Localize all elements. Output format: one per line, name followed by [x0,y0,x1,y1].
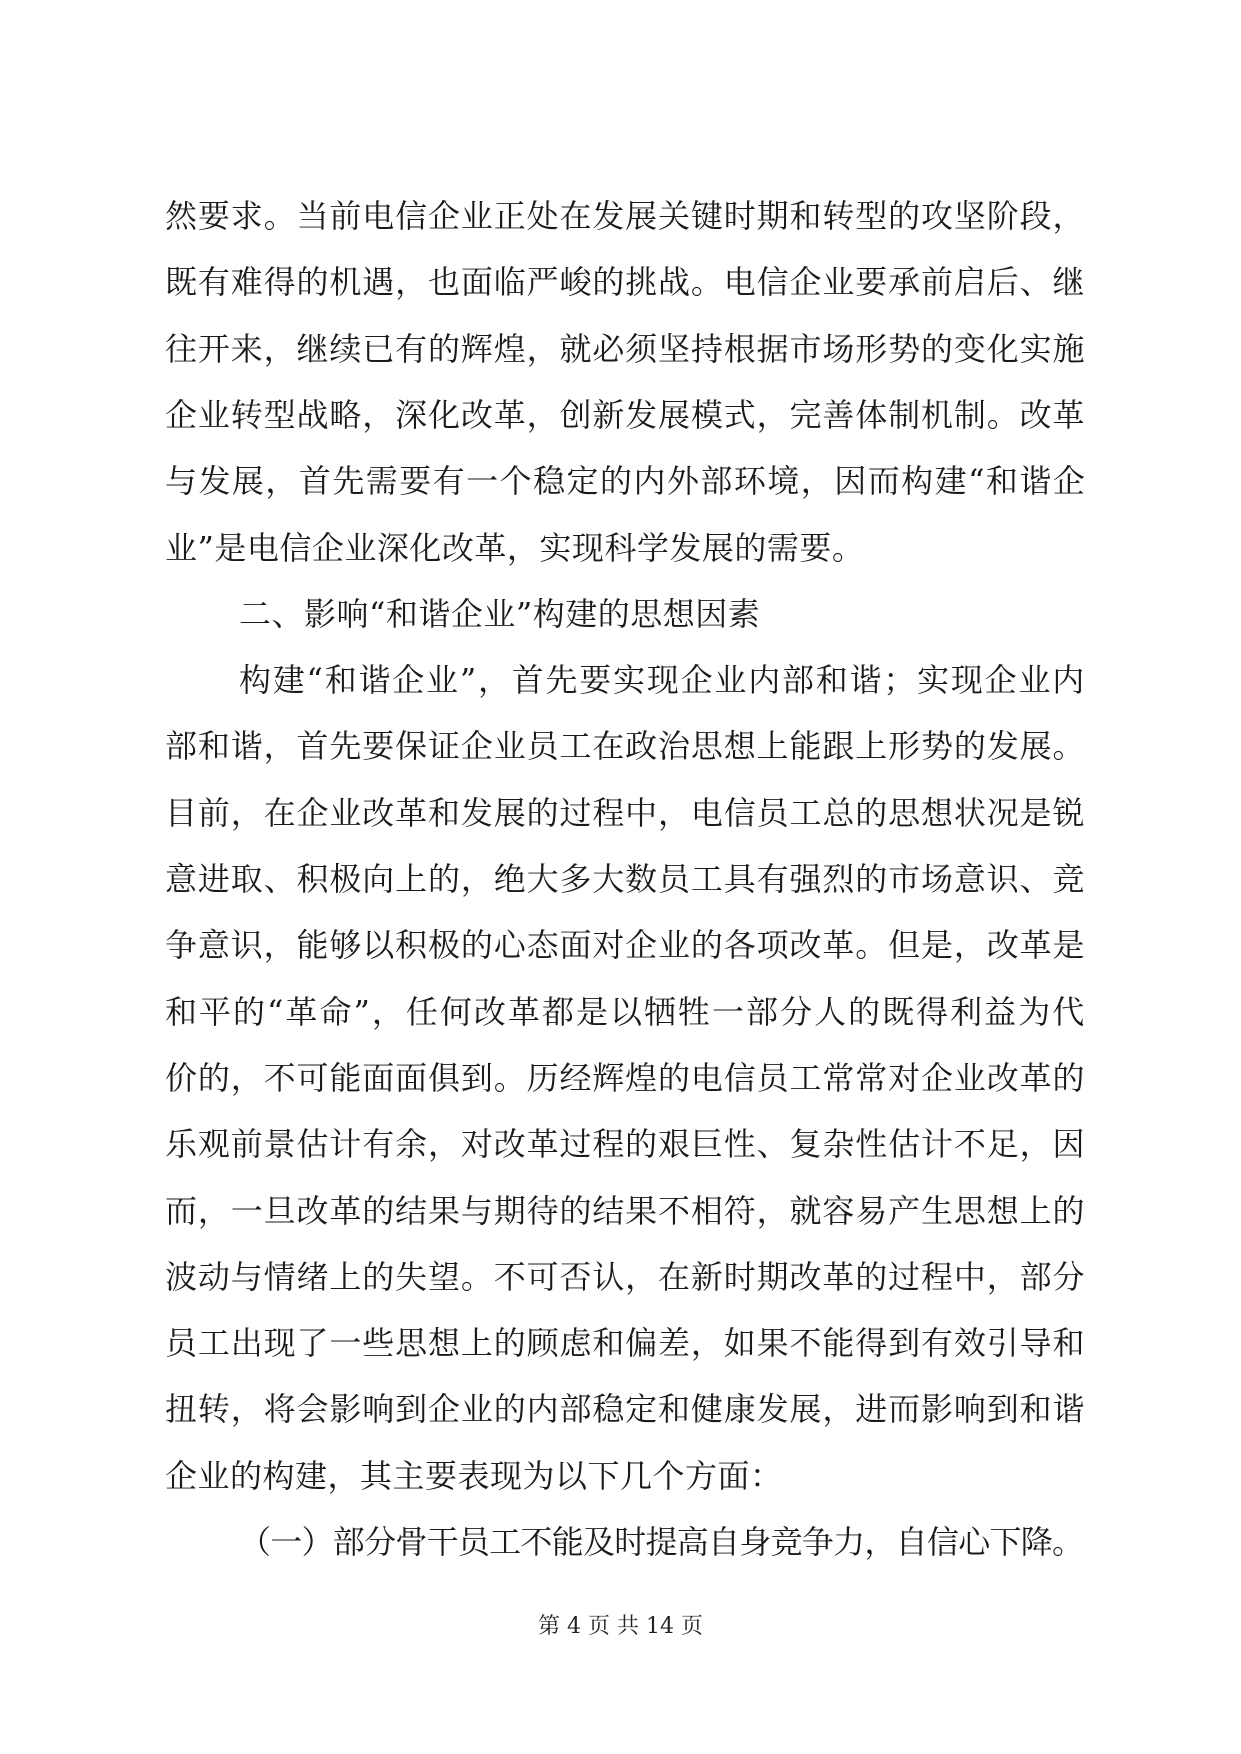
text-line: 二、影响“和谐企业”构建的思想因素 [239,594,761,633]
text-line: 乐观前景估计有余，对改革过程的艰巨性、复杂性估计不足，因 [165,1125,1086,1164]
page-footer [0,1613,1241,1641]
text-line: 部和谐，首先要保证企业员工在政治思想上能跟上形势的发展。 [165,727,1086,766]
text-line: 意进取、积极向上的，绝大多大数员工具有强烈的市场意识、竞 [165,860,1086,898]
text-line: 业”是电信企业深化改革，实现科学发展的需要。 [165,528,865,567]
text-line: 企业的构建，其主要表现为以下几个方面： [165,1456,783,1495]
text-line: 而，一旦改革的结果与期待的结果不相符，就容易产生思想上的 [165,1191,1086,1230]
page-number-label: 第 4 页 共 14 页 [538,1614,703,1639]
text-line: 波动与情绪上的失望。不可否认，在新时期改革的过程中，部分 [165,1257,1086,1296]
text-line: 和平的“革命”，任何改革都是以牺牲一部分人的既得利益为代 [165,992,1087,1031]
text-line: （一）部分骨干员工不能及时提高自身竞争力，自信心下降。 [239,1523,1084,1561]
text-line: 往开来，继续已有的辉煌，就必须坚持根据市场形势的变化实施 [165,329,1086,368]
text-line: 目前，在企业改革和发展的过程中，电信员工总的思想状况是锐 [165,793,1086,832]
text-line: 员工出现了一些思想上的顾虑和偏差，如果不能得到有效引导和 [165,1324,1086,1363]
text-line: 构建“和谐企业”，首先要实现企业内部和谐；实现企业内 [239,661,1087,700]
text-line: 争意识，能够以积极的心态面对企业的各项改革。但是，改革是 [165,926,1086,965]
text-line: 扭转，将会影响到企业的内部稳定和健康发展，进而影响到和谐 [165,1390,1086,1429]
text-line: 既有难得的机遇，也面临严峻的挑战。电信企业要承前启后、继 [165,263,1086,302]
text-line: 与发展，首先需要有一个稳定的内外部环境，因而构建“和谐企 [165,462,1087,501]
text-line: 价的，不可能面面俱到。历经辉煌的电信员工常常对企业改革的 [165,1058,1086,1097]
text-line: 企业转型战略，深化改革，创新发展模式，完善体制机制。改革 [165,395,1086,434]
text-line: 然要求。当前电信企业正处在发展关键时期和转型的攻坚阶段， [165,197,1086,235]
